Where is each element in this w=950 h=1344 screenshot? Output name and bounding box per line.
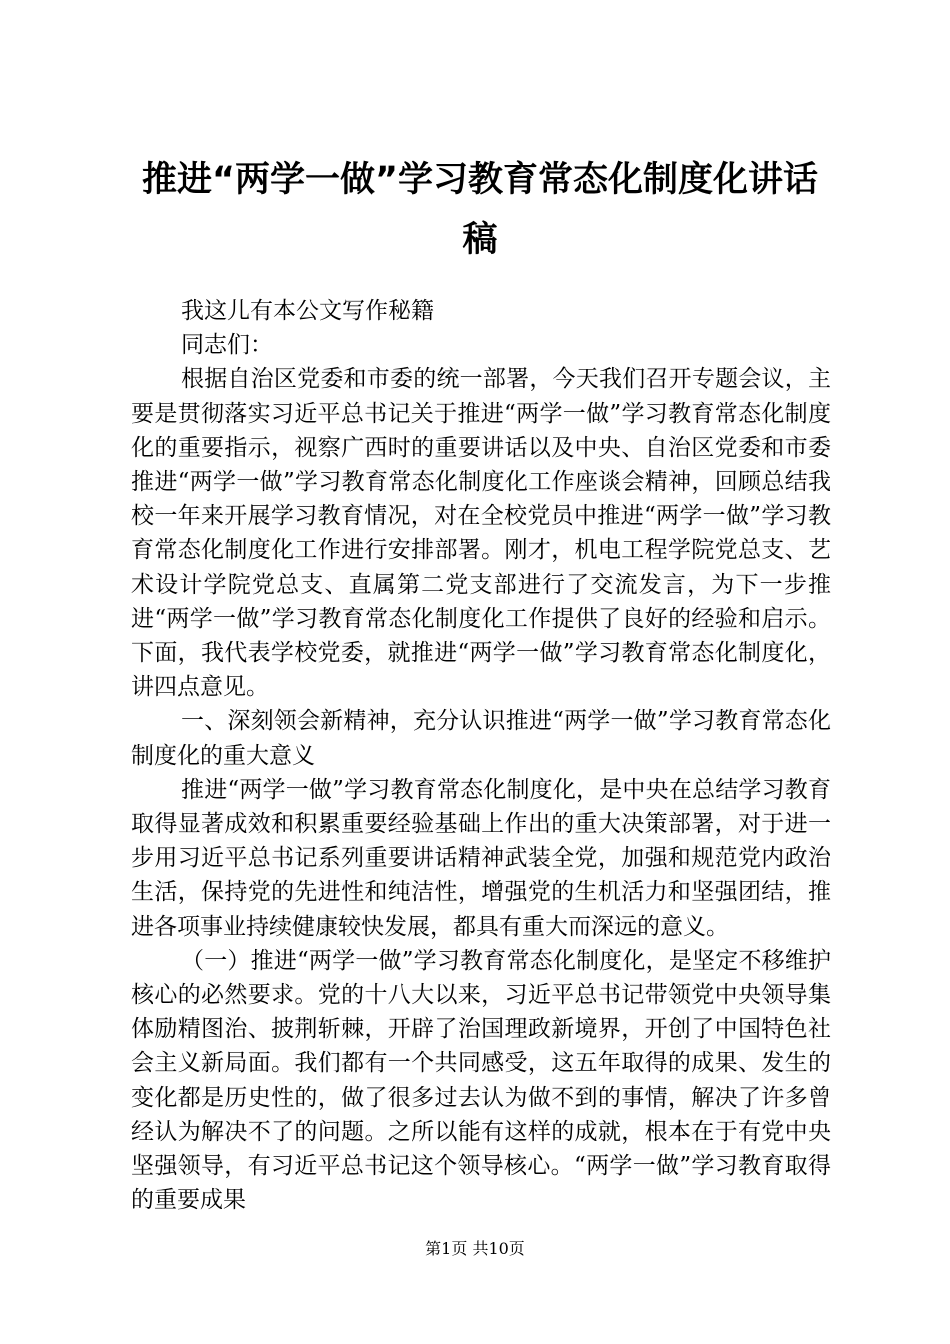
paragraph-secret-note: 我这儿有本公文写作秘籍 [181,298,434,324]
page-number-footer: 第1页 共10页 [425,1239,525,1258]
document-title: 推进“两学一做”学习教育常态化制度化讲话稿 [141,160,818,260]
paragraph-subpoint-one: （一）推进“两学一做”学习教育常态化制度化，是坚定不移维护核心的必然要求。党的十八大以来，习近平总书记带领党中央领导集体励精图治、披荆斩棘，开辟了治国理政新境界，开创了中国特色社会主义新局面。我们都有一个共同感受，这五年取得的成果、发生的变化都是历史性的，做了很多过去认为做不到的事情，解决了许多曾经认为解决不了的问题。之所以能有这样的成就，根本在于有党中央坚强领导，有习近平总书记这个领导核心。“两学一做”学习教育取得的重要成果 [131,947,831,1214]
paragraph-significance: 推进“两学一做”学习教育常态化制度化，是中央在总结学习教育取得显著成效和积累重要经验基础上作出的重大决策部署，对于进一步用习近平总书记系列重要讲话精神武装全党，加强和规范党内政治生活，保持党的先进性和纯洁性，增强党的生机活力和坚强团结，推进各项事业持续健康较快发展，都具有重大而深远的意义。 [131,776,831,940]
paragraph-salutation: 同志们： [181,332,273,359]
section-heading-one: 一、深刻领会新精神，充分认识推进“两学一做”学习教育常态化制度化的重大意义 [131,708,831,769]
document-body [131,294,831,1217]
paragraph-intro: 根据自治区党委和市委的统一部署，今天我们召开专题会议，主要是贯彻落实习近平总书记关于推进“两学一做”学习教育常态化制度化的重要指示，视察广西时的重要讲话以及中央、自治区党委和市委推进“两学一做”学习教育常态化制度化工作座谈会精神，回顾总结我校一年来开展学习教育情况，对在全校党员中推进“两学一做”学习教育常态化制度化工作进行安排部署。刚才，机电工程学院党总支、艺术设计学院党总支、直属第二党支部进行了交流发言，为下一步推进“两学一做”学习教育常态化制度化工作提供了良好的经验和启示。下面，我代表学校党委，就推进“两学一做”学习教育常态化制度化，讲四点意见。 [131,366,831,701]
